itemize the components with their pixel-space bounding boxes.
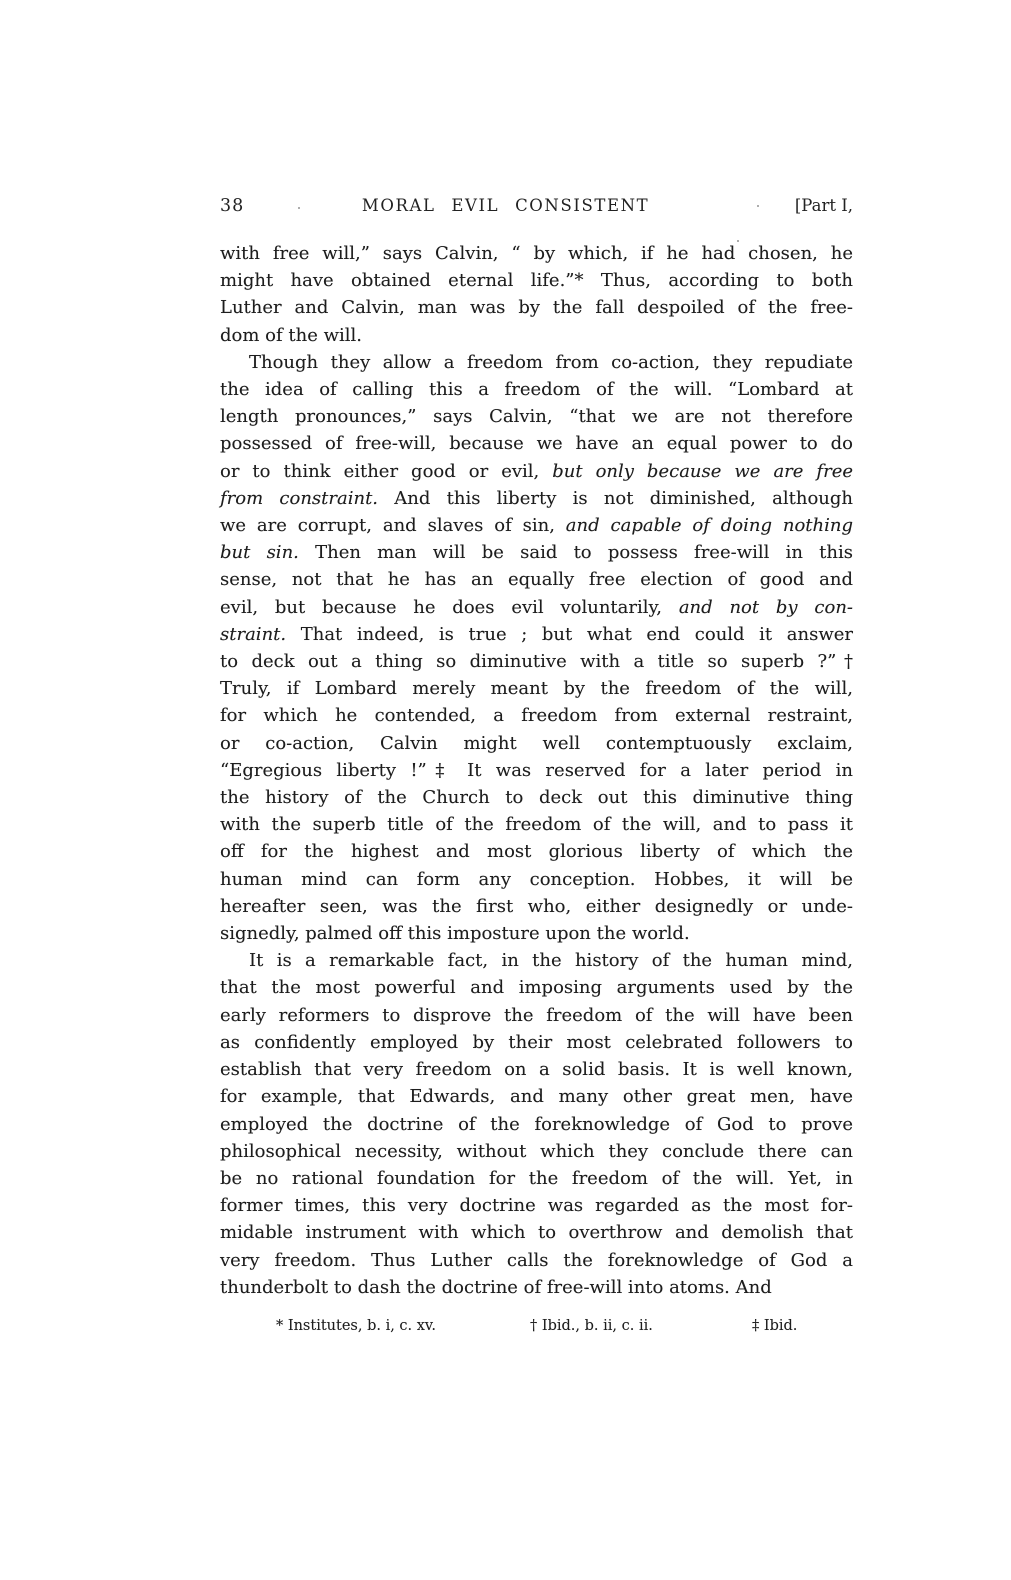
italic-run: straint. [220,623,287,645]
body-line [220,974,853,1001]
text-run: evil, but because he does evil voluntarily, [220,596,679,618]
body-line [220,294,853,321]
body-line [220,1165,853,1192]
body-line [220,349,853,376]
body-line [220,430,853,457]
footnotes [220,1318,853,1342]
body-line [220,512,853,539]
text-run: hereafter seen, was the first who, either designedly or unde- [220,895,853,917]
text-run: And this liberty is not diminished, although [378,487,853,509]
body-line [220,240,853,267]
page-content [220,196,853,1301]
text-run: very freedom. Thus Luther calls the foreknowledge of God a [220,1249,853,1271]
text-run: the idea of calling this a freedom of the will. “Lombard at [220,379,853,401]
text-run: signedly, palmed off this imposture upon the world. [220,923,690,945]
text-run: early reformers to disprove the freedom of the will have been [220,1004,853,1026]
paragraph [220,349,853,947]
body-line [220,1219,853,1246]
text-run: thunderbolt to dash the doctrine of free-will into atoms. And [220,1276,772,1298]
text-run: be no rational foundation for the freedom of the will. Yet, in [220,1167,853,1189]
body-line [220,702,853,729]
body-line [220,322,853,349]
text-run: That indeed, is true ; but what end could it answer [286,623,853,645]
scan-speck [757,205,759,207]
text-run: the history of the Church to deck out this diminutive thing [220,787,853,809]
text-run: human mind can form any conception. Hobbes, it will be [220,868,853,890]
scan-speck [298,207,300,209]
text-run: establish that very freedom on a solid basis. It is well known, [220,1059,853,1081]
paragraph [220,240,853,349]
text-run: might have obtained eternal life.”* Thus, according to both [220,270,853,292]
body-line [220,267,853,294]
text-run: with free will,” says Calvin, “ by which, if he had chosen, he [220,243,853,264]
text-run: as confidently employed by their most celebrated followers to [220,1031,853,1053]
scan-speck [737,240,739,242]
body-line [220,1192,853,1219]
body-line [220,1083,853,1110]
body-line [220,730,853,757]
footnote-asterisk: * Institutes, b. i, c. xv. [276,1318,437,1334]
text-run: employed the doctrine of the foreknowledge of God to prove [220,1113,853,1135]
body-line [220,1247,853,1274]
body-line [220,376,853,403]
body-line [220,1274,853,1301]
text-run: “Egregious liberty !”‡ It was reserved for a later period in [220,759,853,781]
page-number: 38 [220,196,245,216]
body-line [220,1056,853,1083]
text-run: philosophical necessity, without which they conclude there can [220,1140,853,1162]
body-line [220,784,853,811]
text-run: or to think either good or evil, [220,460,553,482]
text-run: length pronounces,” says Calvin, “that we are not therefore [220,406,853,428]
body-text [220,240,853,1301]
text-run: former times, this very doctrine was regarded as the most for- [220,1195,853,1217]
text-run: off for the highest and most glorious liberty of which the [220,841,853,863]
body-line [220,566,853,593]
part-label: [Part I, [794,196,853,215]
footnote-double-dagger: ‡ Ibid. [752,1318,798,1334]
body-line [220,866,853,893]
body-line [220,539,853,566]
body-line [220,403,853,430]
text-run: It is a remarkable fact, in the history of the human mind, [249,950,853,972]
text-run: that the most powerful and imposing arguments used by the [220,977,853,999]
text-run: for which he contended, a freedom from external restraint, [220,705,853,727]
body-line [220,757,853,784]
text-run: or co-action, Calvin might well contemptuously exclaim, [220,732,853,754]
text-run: for example, that Edwards, and many other great men, have [220,1086,853,1108]
body-line [220,621,853,648]
body-line [220,648,853,675]
text-run: Luther and Calvin, man was by the fall despoiled of the free- [220,297,853,319]
text-run: dom of the will. [220,324,362,346]
body-line [220,675,853,702]
text-run: Truly, if Lombard merely meant by the freedom of the will, [220,678,853,700]
text-run: Then man will be said to possess free-will in this [298,542,853,564]
italic-run: but only because we are free [552,460,853,482]
body-line [220,1111,853,1138]
body-line [220,1002,853,1029]
paragraph [220,947,853,1301]
text-run: with the superb title of the freedom of the will, and to pass it [220,814,853,836]
text-run: to deck out a thing so diminutive with a title so superb ?”† [220,651,853,673]
text-run: sense, not that he has an equally free election of good and [220,569,853,591]
italic-run: but sin. [220,542,299,564]
running-title: MORAL EVIL CONSISTENT [361,196,650,215]
body-line [220,1029,853,1056]
italic-run: and capable of doing nothing [565,515,853,537]
italic-run: from constraint. [220,487,379,509]
body-line [220,485,853,512]
text-run: possessed of free-will, because we have an equal power to do [220,433,853,455]
body-line [220,1138,853,1165]
text-run: we are corrupt, and slaves of sin, [220,515,566,537]
text-run: midable instrument with which to overthrow and demolish that [220,1222,853,1244]
text-run: Though they allow a freedom from co-action, they repudiate [249,351,853,373]
body-line [220,920,853,947]
body-line [220,458,853,485]
body-line [220,893,853,920]
body-line [220,838,853,865]
body-line [220,811,853,838]
italic-run: and not by con- [678,596,853,618]
body-line [220,947,853,974]
body-line [220,594,853,621]
footnote-dagger: † Ibid., b. ii, c. ii. [530,1318,653,1334]
